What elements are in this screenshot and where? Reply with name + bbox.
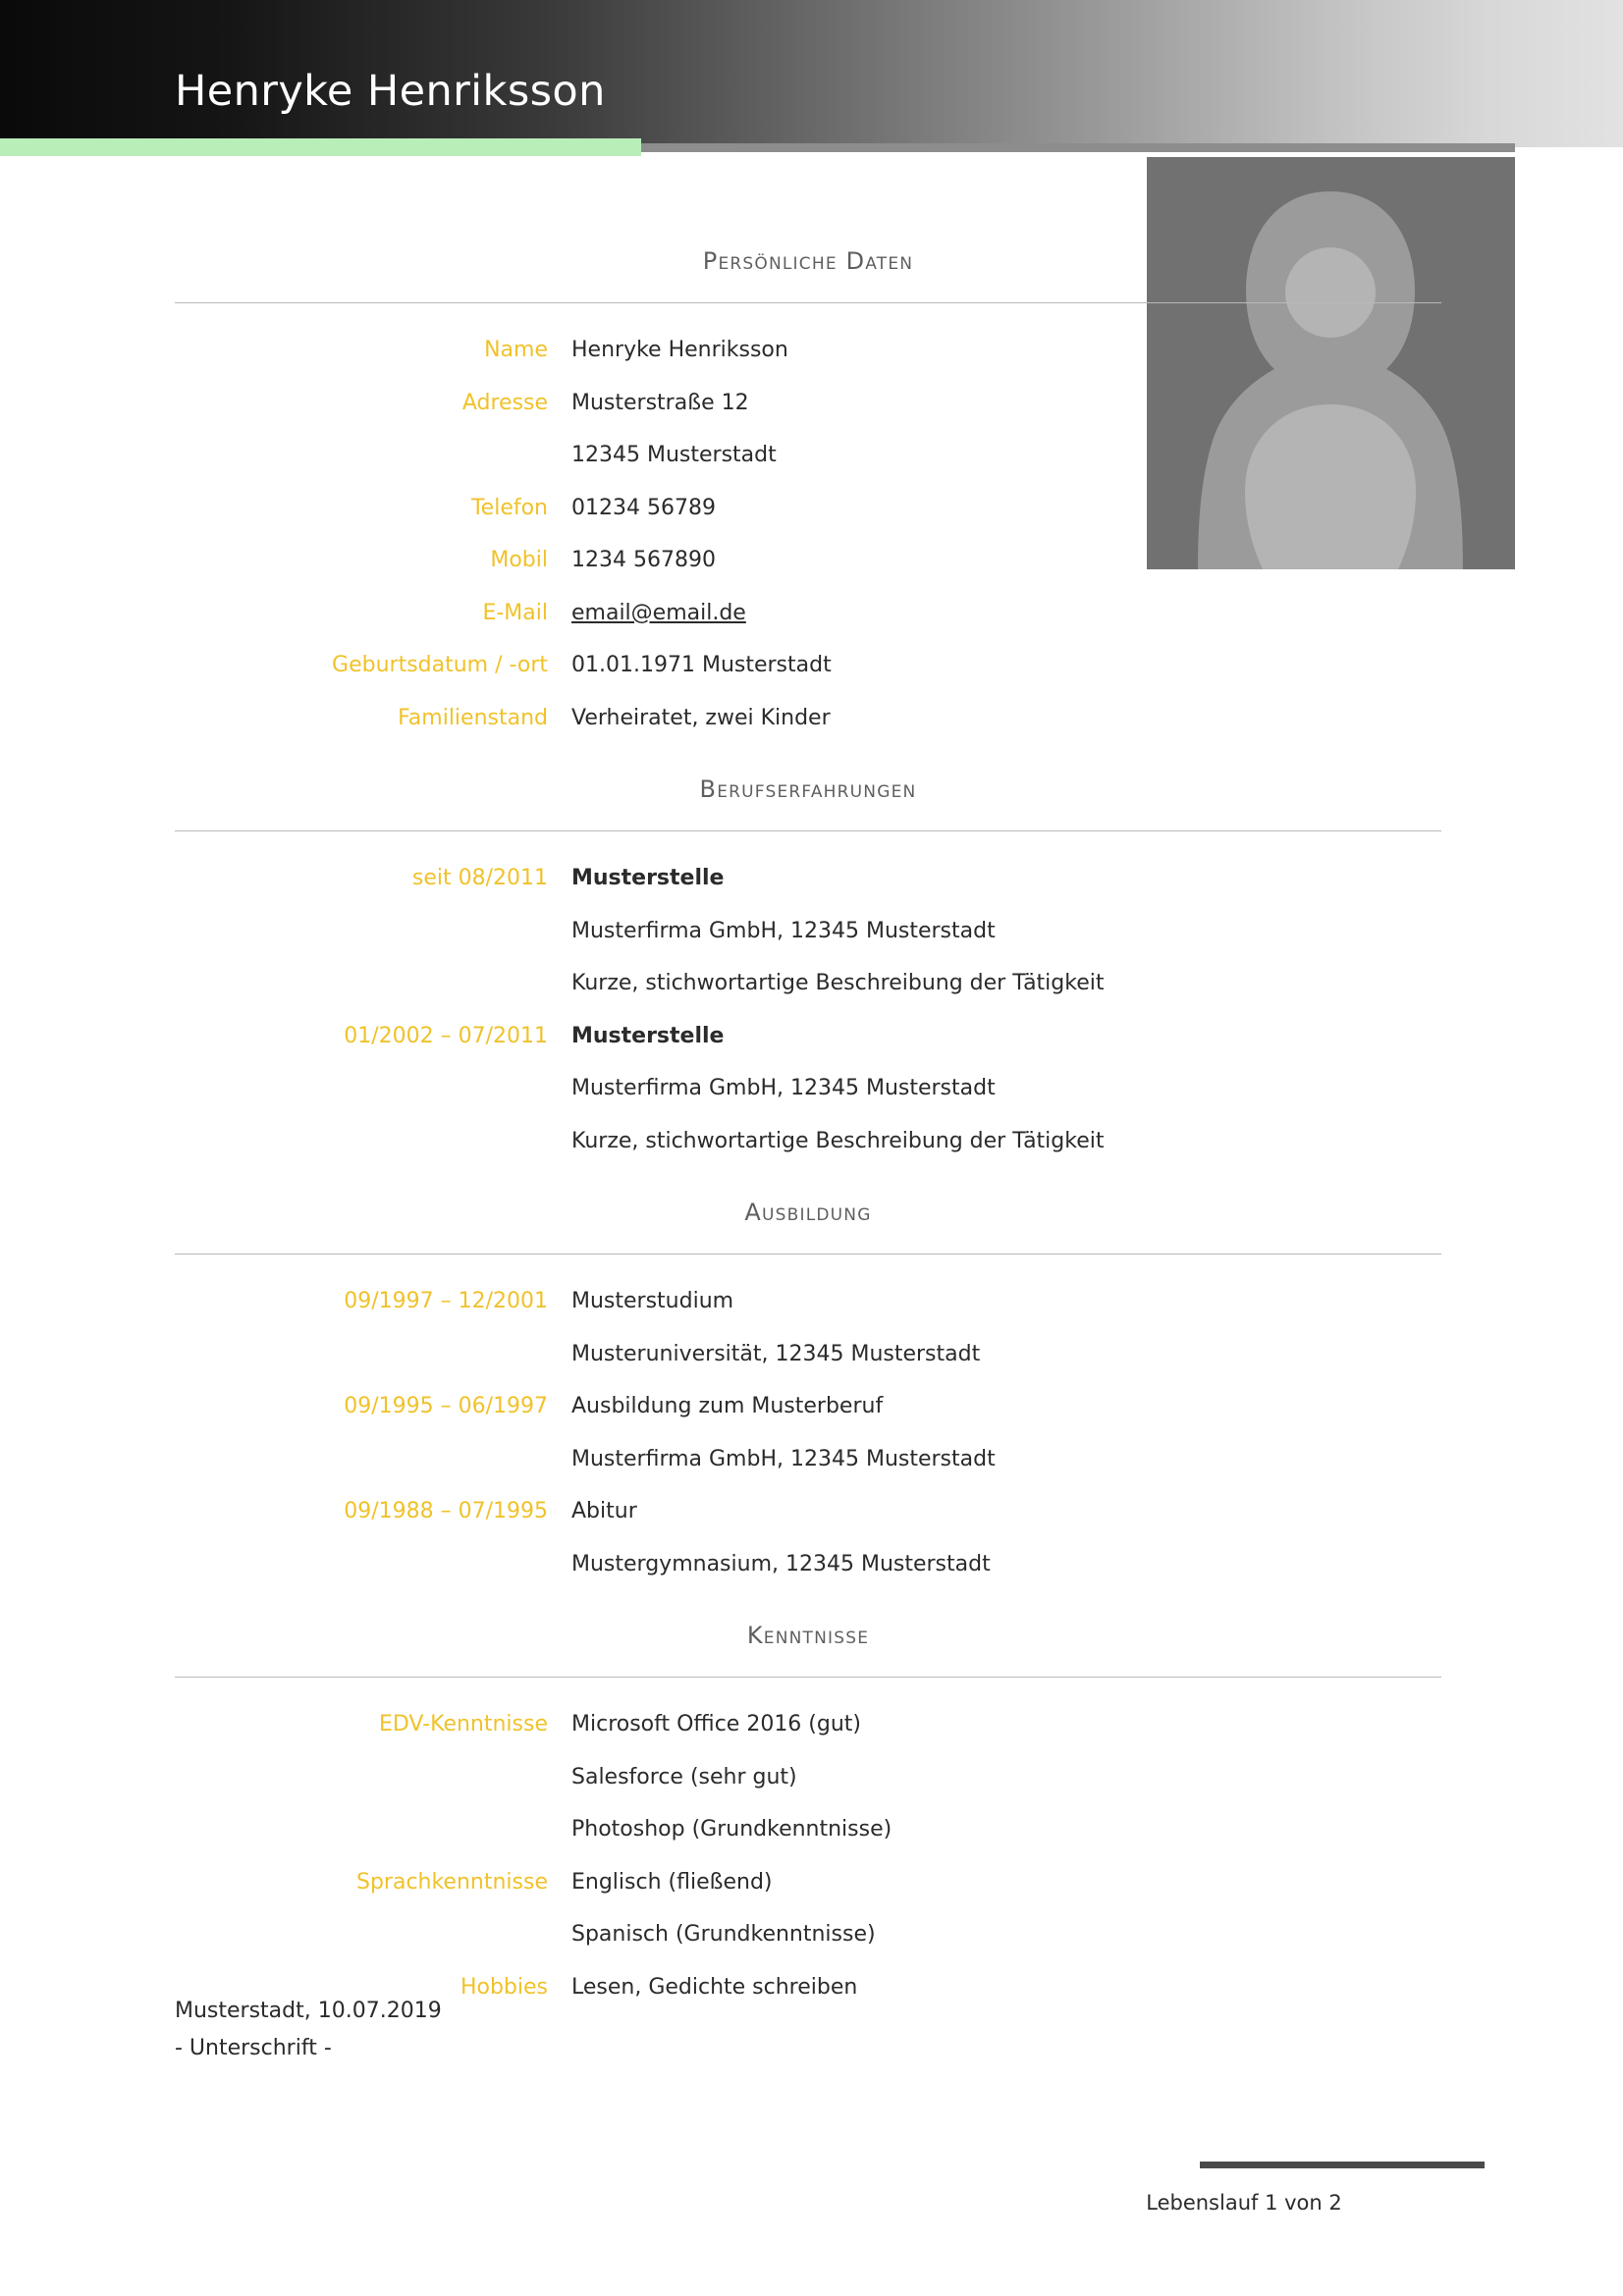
cv-row-value: Musterstraße 12 [571,390,749,415]
cv-row [175,692,1441,745]
cv-row-value: Abitur [571,1499,637,1523]
cv-row-value: 01.01.1971 Musterstadt [571,653,832,677]
cv-row-value: Salesforce (sehr gut) [571,1764,797,1789]
email-link-text[interactable]: email@email.de [571,600,746,625]
cv-row [175,1856,1441,1909]
cv-row [175,482,1441,535]
cv-row [175,1115,1441,1168]
footer-page-label: Lebenslauf 1 von 2 [1146,2191,1342,2215]
cv-row-value: Musterfirma GmbH, 12345 Musterstadt [571,1076,996,1100]
cv-row [175,1485,1441,1538]
section-divider [175,830,1441,831]
document-header [0,0,1623,147]
cv-row [175,1380,1441,1433]
cv-row-label: Sprachkenntnisse [355,1869,548,1895]
cv-row-label: Mobil [490,548,548,572]
cv-row-label: 09/1995 – 06/1997 [344,1394,548,1418]
cv-row-value: 1234 567890 [571,548,716,572]
cv-row-value: Verheiratet, zwei Kinder [571,705,831,730]
cv-row [175,1803,1441,1856]
cv-row [175,429,1441,482]
cv-row-label: 09/1997 – 12/2001 [344,1289,548,1313]
cv-row [175,852,1441,905]
cv-row-label: Telefon [470,495,548,520]
cv-row [175,1328,1441,1381]
section-divider [175,1677,1441,1678]
footer-divider [1200,2162,1485,2168]
cv-row [175,587,1441,640]
cv-row [175,1751,1441,1804]
section-title: Ausbildung [744,1199,872,1226]
cv-row-value: 12345 Musterstadt [571,443,777,467]
cv-row-label: E-Mail [482,600,548,625]
cv-row [175,905,1441,958]
cv-row-value: Musterstelle [571,866,725,890]
cv-row-value: Photoshop (Grundkenntnisse) [571,1817,893,1842]
header-accent-bar [0,138,641,156]
cv-row-value: Musterstelle [571,1023,725,1048]
cv-row-label: Geburtsdatum / -ort [332,653,548,677]
cv-row-label: Familienstand [398,705,548,730]
cv-row-label: seit 08/2011 [411,866,548,890]
cv-row-value: Musterfirma GmbH, 12345 Musterstadt [571,1446,996,1471]
cv-row [175,1908,1441,1961]
cv-row [175,534,1441,587]
page-title: Henryke Henriksson [175,67,606,116]
cv-row [175,1698,1441,1751]
cv-row-value: Musteruniversität, 12345 Musterstadt [571,1341,981,1366]
cv-row [175,377,1441,430]
cv-row [175,1010,1441,1063]
cv-row-value: Mustergymnasium, 12345 Musterstadt [571,1551,991,1576]
cv-row [175,1275,1441,1328]
cv-row-value: Kurze, stichwortartige Beschreibung der Tätigkeit [571,1128,1105,1153]
cv-row [175,1433,1441,1486]
cv-row-value: Microsoft Office 2016 (gut) [571,1712,862,1736]
cv-row [175,957,1441,1010]
cv-row [175,639,1441,692]
cv-row-label: Hobbies [460,1974,548,2000]
cv-row-value: Ausbildung zum Musterberuf [571,1394,884,1418]
cv-row-label: 09/1988 – 07/1995 [344,1499,548,1523]
cv-row-value: Henryke Henriksson [571,338,788,362]
cv-row-label: Adresse [461,390,548,415]
cv-row-value: Kurze, stichwortartige Beschreibung der Tätigkeit [571,971,1105,995]
signature-place-date: Musterstadt, 10.07.2019 [175,1999,442,2023]
cv-row-label: Name [484,338,548,362]
cv-row-label: 01/2002 – 07/2011 [344,1023,548,1048]
cv-row-value: Musterstudium [571,1289,734,1313]
cv-row-value: Englisch (fließend) [571,1869,773,1895]
cv-row [175,1062,1441,1115]
email-link[interactable] [571,587,746,640]
section-divider [175,302,1441,303]
cv-row [175,324,1441,377]
section-title: Persönliche Daten [702,247,914,275]
header-gray-bar [641,143,1515,152]
cv-row-value: Spanisch (Grundkenntnisse) [571,1922,876,1947]
cv-row-label: EDV-Kenntnisse [378,1712,548,1736]
signature-line-label: - Unterschrift - [175,2036,332,2060]
cv-row-value: 01234 56789 [571,495,716,520]
cv-row-value: Lesen, Gedichte schreiben [571,1974,858,2000]
cv-row [175,1538,1441,1591]
section-title: Kenntnisse [746,1622,870,1649]
cv-row-value: Musterfirma GmbH, 12345 Musterstadt [571,918,996,943]
section-divider [175,1254,1441,1255]
section-title: Berufserfahrungen [699,775,917,803]
